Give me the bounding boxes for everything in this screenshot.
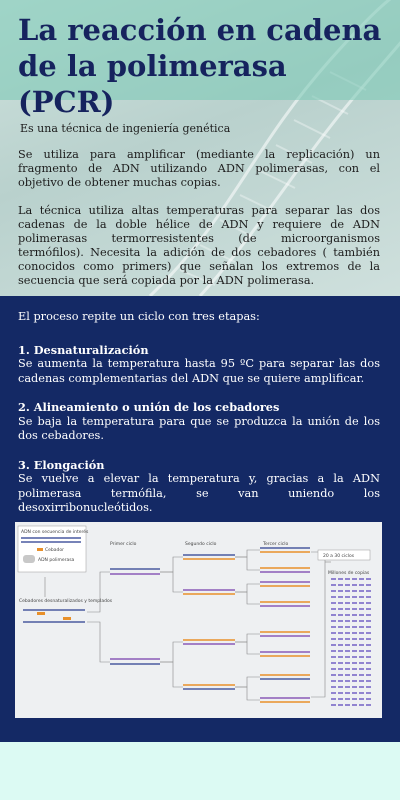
pcr-diagram-svg xyxy=(15,522,382,718)
denatured-label: Cebadores desnaturalizados y templados xyxy=(19,599,113,604)
step-heading: 1. Desnaturalización xyxy=(18,342,149,357)
legend-primer-label: Cebador xyxy=(45,548,64,553)
step-annealing xyxy=(18,400,380,444)
header-section xyxy=(0,0,400,296)
step-heading: 2. Alineamiento o unión de los cebadores xyxy=(18,400,280,414)
step-elongation xyxy=(18,458,380,516)
cycles-label: 20 a 30 ciclos xyxy=(323,554,355,559)
original-dna xyxy=(23,610,85,622)
process-steps xyxy=(18,310,380,530)
step-denaturation xyxy=(18,343,380,387)
millions-label: Millones de copias xyxy=(328,571,370,576)
intro-paragraph-2: La técnica utiliza altas temperaturas para separar las dos cadenas de la doble hélice de ADN y requiere de ADN polimerasas termorresistentes (de microorganismos termófilos). Necesita la adición de dos cebadores ( también conocidos como primers) que señalan los extremos de la secuencia que será copiada por la ADN polimerasa. xyxy=(18,204,380,287)
step-heading: 3. Elongación xyxy=(18,457,105,472)
page-title: La reacción en cadena de la polimerasa (PCR) xyxy=(18,13,382,119)
legend-polymerase-icon xyxy=(23,555,35,563)
copies-grid xyxy=(331,579,371,705)
step-text: Se aumenta la temperatura hasta 95 ºC para separar las dos cadenas complementarias del ADN que se quiere amplificar. xyxy=(18,357,380,385)
process-lead: El proceso repite un ciclo con tres etapas: xyxy=(18,310,260,323)
legend-primer-icon xyxy=(37,548,43,551)
process-section xyxy=(0,296,400,742)
intro-paragraph-1: Se utiliza para amplificar (mediante la replicación) un fragmento de ADN utilizando ADN polimerasas, con el objetivo de obtener muchas copias. xyxy=(18,148,380,189)
intro-text xyxy=(18,104,380,296)
cycle1-label: Primer ciclo xyxy=(110,542,137,547)
step-text: Se vuelve a elevar la temperatura y, gracias a la ADN polimerasa termófila, se van uniendo los desoxirribonucleótidos. xyxy=(18,472,380,514)
intro-lead: Es una técnica de ingeniería genética xyxy=(20,122,231,135)
step-text: Se baja la temperatura para que se produzca la unión de los dos cebadores. xyxy=(18,414,380,442)
cycle-strands xyxy=(110,548,310,702)
pcr-diagram xyxy=(15,522,382,718)
legend-dna-label: ADN con secuencia de interés xyxy=(21,530,89,535)
legend-polymerase-label: ADN polimerasa xyxy=(38,558,75,563)
cycle2-label: Segundo ciclo xyxy=(185,542,217,547)
cycle3-label: Tercer ciclo xyxy=(263,542,289,547)
